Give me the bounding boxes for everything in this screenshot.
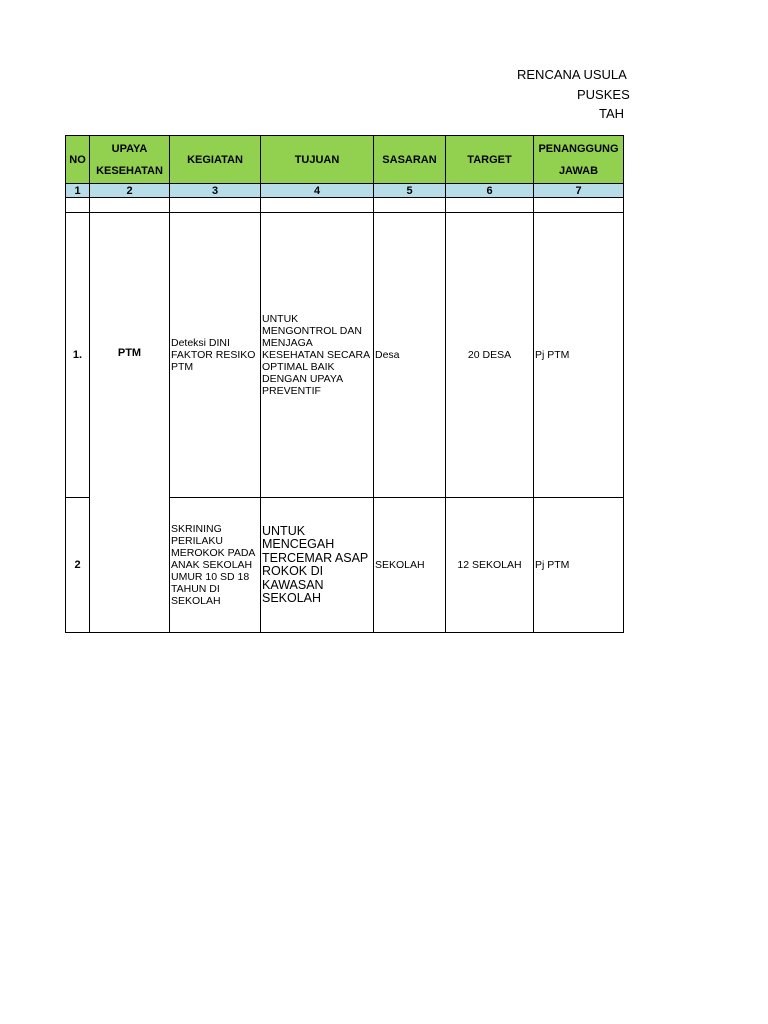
sasaran-cell: SEKOLAH (374, 498, 446, 633)
column-number-row (66, 184, 624, 198)
document-title-line-3: TAH (599, 106, 625, 121)
column-header-target: TARGET (446, 136, 534, 184)
column-number: 1 (66, 184, 90, 198)
column-header-upaya-kesehatan: UPAYA KESEHATAN (90, 136, 170, 184)
empty-cell (261, 198, 374, 213)
target-cell: 12 SEKOLAH (446, 498, 534, 633)
sasaran-cell: Desa (374, 213, 446, 498)
column-number: 5 (374, 184, 446, 198)
column-header-no: NO (66, 136, 90, 184)
empty-cell (170, 198, 261, 213)
target-cell: 20 DESA (446, 213, 534, 498)
empty-cell (534, 198, 624, 213)
kegiatan-cell: Deteksi DINI FAKTOR RESIKO PTM (170, 213, 261, 498)
column-number: 4 (261, 184, 374, 198)
column-number: 3 (170, 184, 261, 198)
upaya-kesehatan-cell (90, 213, 170, 633)
column-number: 6 (446, 184, 534, 198)
empty-cell (446, 198, 534, 213)
penanggung-jawab-cell: Pj PTM (534, 213, 624, 498)
column-number: 2 (90, 184, 170, 198)
column-header-sasaran: SASARAN (374, 136, 446, 184)
empty-cell (90, 198, 170, 213)
table-header-row (66, 136, 624, 184)
blank-row (66, 198, 624, 213)
upaya-kesehatan-label: PTM (117, 346, 142, 359)
plan-table (65, 135, 624, 633)
kegiatan-cell: SKRINING PERILAKU MEROKOK PADA ANAK SEKOLAH UMUR 10 SD 18 TAHUN DI SEKOLAH (170, 498, 261, 633)
empty-cell (66, 198, 90, 213)
column-header-penanggung-jawab: PENANGGUNG JAWAB (534, 136, 624, 184)
row-number: 2 (66, 498, 90, 633)
row-number: 1. (66, 213, 90, 498)
column-number: 7 (534, 184, 624, 198)
document-title-line-2: PUSKES (577, 87, 630, 102)
column-header-kegiatan: KEGIATAN (170, 136, 261, 184)
tujuan-cell: UNTUK MENGONTROL DAN MENJAGA KESEHATAN SECARA OPTIMAL BAIK DENGAN UPAYA PREVENTIF (261, 213, 374, 498)
document-title-line-1: RENCANA USULA (517, 67, 627, 82)
penanggung-jawab-cell: Pj PTM (534, 498, 624, 633)
table-row (66, 213, 624, 498)
empty-cell (374, 198, 446, 213)
column-header-tujuan: TUJUAN (261, 136, 374, 184)
tujuan-cell: UNTUK MENCEGAH TERCEMAR ASAP ROKOK DI KAWASAN SEKOLAH (261, 498, 374, 633)
